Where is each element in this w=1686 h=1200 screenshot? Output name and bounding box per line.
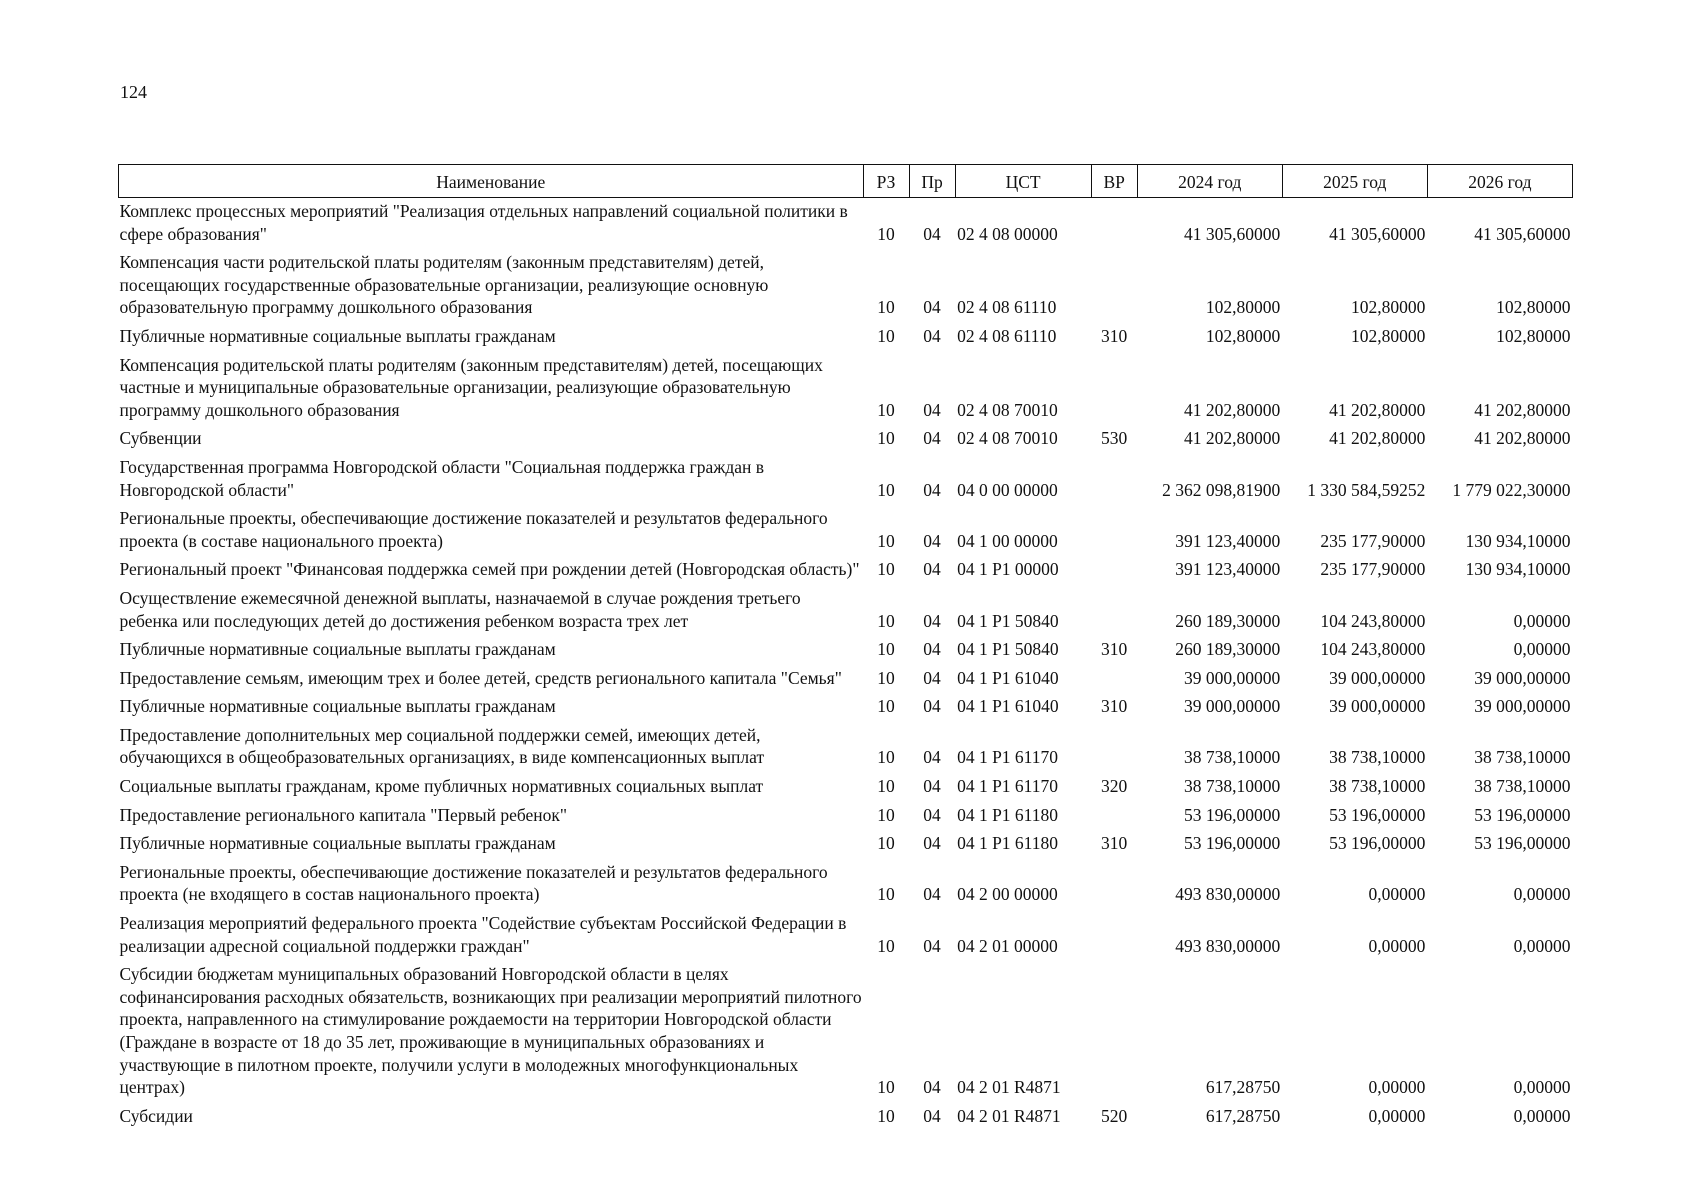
cell-2024: 41 305,60000 — [1184, 223, 1281, 244]
cell-2025: 104 243,80000 — [1320, 610, 1426, 631]
cell-rz: 10 — [877, 804, 895, 825]
cell-cst: 02 4 08 70010 — [957, 399, 1058, 420]
cell-2025: 41 305,60000 — [1329, 223, 1426, 244]
cell-2024: 493 830,00000 — [1175, 884, 1281, 905]
table-row — [119, 354, 1573, 428]
cell-2026: 130 934,10000 — [1465, 530, 1571, 551]
cell-pr: 04 — [923, 1077, 941, 1098]
cell-cst: 04 1 P1 61040 — [957, 667, 1059, 688]
cell-2025: 235 177,90000 — [1320, 559, 1426, 580]
cell-2025: 38 738,10000 — [1329, 776, 1426, 797]
cell-2024: 391 123,40000 — [1175, 530, 1281, 551]
cell-name: Публичные нормативные социальные выплаты гражданам — [119, 639, 556, 660]
cell-cst: 04 2 01 R4871 — [957, 1105, 1061, 1126]
cell-pr: 04 — [923, 610, 941, 631]
cell-cst: 04 1 P1 61180 — [957, 833, 1059, 854]
cell-2024: 41 202,80000 — [1184, 428, 1281, 449]
cell-name: Предоставление регионального капитала "Первый ребенок" — [119, 804, 568, 825]
table-row — [119, 724, 1573, 775]
cell-2026: 0,00000 — [1513, 610, 1571, 631]
cell-name: Социальные выплаты гражданам, кроме публичных нормативных социальных выплат — [119, 776, 764, 797]
table-row — [119, 1105, 1573, 1134]
cell-2025: 39 000,00000 — [1329, 667, 1426, 688]
cell-name: Предоставление семьям, имеющим трех и более детей, средств регионального капитала "Семья" — [119, 667, 842, 688]
cell-2025: 235 177,90000 — [1320, 530, 1426, 551]
cell-rz: 10 — [877, 639, 895, 660]
cell-name: Публичные нормативные социальные выплаты гражданам — [119, 696, 556, 717]
cell-2025: 0,00000 — [1368, 935, 1426, 956]
cell-pr: 04 — [923, 747, 941, 768]
cell-pr: 04 — [923, 935, 941, 956]
page-number: 124 — [120, 82, 147, 102]
cell-name: Субсидии бюджетам муниципальных образований Новгородской области в целях софинансирования расходных обязательств, возникающих при реализации мероприятий пилотного проекта, направленного на стимулирование рождаемости на территории Новгородской области (Граждане в возрасте от 18 до 35 лет, проживающие в муниципальных образованиях и участвующие в пилотном проекте, получили услуги в молодежных многофункциональных центрах) — [119, 964, 862, 1098]
cell-2026: 41 202,80000 — [1474, 428, 1571, 449]
header-vr: ВР — [1091, 165, 1137, 198]
cell-vr — [1091, 251, 1137, 325]
cell-pr: 04 — [923, 696, 941, 717]
cell-pr: 04 — [923, 804, 941, 825]
table-row — [119, 695, 1573, 724]
cell-vr — [1091, 667, 1137, 696]
cell-cst: 04 2 01 00000 — [957, 935, 1058, 956]
table-row — [119, 507, 1573, 558]
cell-2026: 0,00000 — [1513, 1105, 1571, 1126]
cell-pr: 04 — [923, 399, 941, 420]
cell-2024: 260 189,30000 — [1175, 639, 1281, 660]
cell-cst: 02 4 08 70010 — [957, 428, 1058, 449]
cell-2026: 38 738,10000 — [1474, 747, 1571, 768]
cell-name: Региональные проекты, обеспечивающие достижение показателей и результатов федерального проекта (не входящего в состав национального проекта) — [119, 861, 828, 905]
cell-pr: 04 — [923, 297, 941, 318]
cell-cst: 04 1 P1 61170 — [957, 747, 1059, 768]
cell-2024: 39 000,00000 — [1184, 696, 1281, 717]
cell-2026: 53 196,00000 — [1474, 833, 1571, 854]
cell-cst: 04 1 P1 61170 — [957, 776, 1059, 797]
cell-name: Компенсация родительской платы родителям (законным представителям) детей, посещающих частные и муниципальные образовательные организации, реализующие образовательную программу дошкольного образования — [119, 354, 823, 420]
cell-2026: 102,80000 — [1496, 325, 1571, 346]
table-row — [119, 198, 1573, 252]
cell-cst: 04 1 P1 61180 — [957, 804, 1059, 825]
table-row — [119, 804, 1573, 833]
cell-2026: 39 000,00000 — [1474, 667, 1571, 688]
cell-2024: 102,80000 — [1205, 297, 1281, 318]
header-2026: 2026 год — [1427, 165, 1572, 198]
table-row — [119, 861, 1573, 912]
cell-name: Региональные проекты, обеспечивающие достижение показателей и результатов федерального проекта (в составе национального проекта) — [119, 508, 828, 551]
cell-2024: 2 362 098,81900 — [1162, 479, 1281, 500]
cell-pr: 04 — [923, 479, 941, 500]
cell-vr — [1091, 861, 1137, 912]
cell-2024: 617,28750 — [1205, 1105, 1281, 1126]
cell-pr: 04 — [923, 884, 941, 905]
table-row — [119, 667, 1573, 696]
cell-vr — [1091, 804, 1137, 833]
cell-rz: 10 — [877, 1077, 895, 1098]
cell-2025: 104 243,80000 — [1320, 639, 1426, 660]
cell-pr: 04 — [923, 776, 941, 797]
cell-2024: 53 196,00000 — [1184, 804, 1281, 825]
cell-rz: 10 — [877, 479, 895, 500]
cell-2024: 41 202,80000 — [1184, 399, 1281, 420]
cell-vr — [1091, 354, 1137, 428]
cell-vr: 310 — [1101, 325, 1128, 346]
cell-2024: 391 123,40000 — [1175, 559, 1281, 580]
cell-2024: 38 738,10000 — [1184, 776, 1281, 797]
cell-2024: 493 830,00000 — [1175, 935, 1281, 956]
cell-pr: 04 — [923, 1105, 941, 1126]
table-header — [119, 165, 1573, 198]
cell-vr: 530 — [1101, 428, 1128, 449]
cell-pr: 04 — [923, 559, 941, 580]
cell-vr — [1091, 507, 1137, 558]
table-row — [119, 427, 1573, 456]
cell-rz: 10 — [877, 399, 895, 420]
cell-rz: 10 — [877, 297, 895, 318]
cell-2025: 1 330 584,59252 — [1307, 479, 1426, 500]
header-name: Наименование — [119, 165, 864, 198]
cell-2024: 39 000,00000 — [1184, 667, 1281, 688]
cell-rz: 10 — [877, 776, 895, 797]
cell-2024: 617,28750 — [1205, 1077, 1281, 1098]
cell-pr: 04 — [923, 325, 941, 346]
cell-vr — [1091, 456, 1137, 507]
table-row — [119, 638, 1573, 667]
cell-rz: 10 — [877, 935, 895, 956]
cell-rz: 10 — [877, 747, 895, 768]
cell-vr — [1091, 963, 1137, 1105]
cell-name: Предоставление дополнительных мер социальной поддержки семей, имеющих детей, обучающихся в общеобразовательных организациях, в виде компенсационных выплат — [119, 724, 765, 768]
cell-name: Субвенции — [119, 428, 202, 449]
cell-rz: 10 — [877, 325, 895, 346]
cell-rz: 10 — [877, 428, 895, 449]
cell-2025: 0,00000 — [1368, 1077, 1426, 1098]
cell-pr: 04 — [923, 667, 941, 688]
table-row — [119, 325, 1573, 354]
cell-rz: 10 — [877, 610, 895, 631]
cell-rz: 10 — [877, 559, 895, 580]
cell-2026: 0,00000 — [1513, 639, 1571, 660]
cell-pr: 04 — [923, 223, 941, 244]
cell-vr — [1091, 587, 1137, 638]
cell-cst: 02 4 08 00000 — [957, 223, 1058, 244]
cell-name: Реализация мероприятий федерального проекта "Содействие субъектам Российской Федерации в реализации адресной социальной поддержки граждан" — [119, 913, 847, 956]
cell-2024: 53 196,00000 — [1184, 833, 1281, 854]
cell-rz: 10 — [877, 884, 895, 905]
cell-2025: 102,80000 — [1350, 325, 1426, 346]
cell-rz: 10 — [877, 1105, 895, 1126]
cell-vr: 320 — [1101, 776, 1128, 797]
cell-2025: 0,00000 — [1368, 884, 1426, 905]
cell-pr: 04 — [923, 428, 941, 449]
cell-rz: 10 — [877, 530, 895, 551]
table-row — [119, 832, 1573, 861]
table-row — [119, 963, 1573, 1105]
cell-rz: 10 — [877, 223, 895, 244]
cell-name: Региональный проект "Финансовая поддержка семей при рождении детей (Новгородская область)" — [119, 559, 860, 580]
cell-cst: 04 1 P1 50840 — [957, 610, 1059, 631]
cell-vr: 520 — [1101, 1105, 1128, 1126]
cell-2026: 0,00000 — [1513, 1077, 1571, 1098]
cell-2026: 102,80000 — [1496, 297, 1571, 318]
table-row — [119, 775, 1573, 804]
cell-vr — [1091, 558, 1137, 587]
cell-2025: 53 196,00000 — [1329, 804, 1426, 825]
cell-vr: 310 — [1101, 639, 1128, 660]
cell-vr: 310 — [1101, 833, 1128, 854]
cell-2026: 0,00000 — [1513, 884, 1571, 905]
cell-name: Публичные нормативные социальные выплаты гражданам — [119, 325, 556, 346]
cell-cst: 02 4 08 61110 — [957, 325, 1057, 346]
table-body — [119, 198, 1573, 1134]
cell-pr: 04 — [923, 530, 941, 551]
cell-2025: 41 202,80000 — [1329, 399, 1426, 420]
cell-2024: 102,80000 — [1205, 325, 1281, 346]
cell-2026: 39 000,00000 — [1474, 696, 1571, 717]
cell-cst: 04 2 00 00000 — [957, 884, 1058, 905]
header-cst: ЦСТ — [955, 165, 1091, 198]
header-2024: 2024 год — [1137, 165, 1282, 198]
cell-2025: 102,80000 — [1350, 297, 1426, 318]
table-row — [119, 456, 1573, 507]
cell-name: Государственная программа Новгородской области "Социальная поддержка граждан в Новгородской области" — [119, 456, 765, 500]
table-row — [119, 251, 1573, 325]
cell-2025: 41 202,80000 — [1329, 428, 1426, 449]
cell-rz: 10 — [877, 667, 895, 688]
cell-2026: 41 202,80000 — [1474, 399, 1571, 420]
cell-2024: 260 189,30000 — [1175, 610, 1281, 631]
cell-2026: 130 934,10000 — [1465, 559, 1571, 580]
table-row — [119, 587, 1573, 638]
cell-cst: 04 1 P1 50840 — [957, 639, 1059, 660]
header-rz: РЗ — [863, 165, 909, 198]
cell-name: Компенсация части родительской платы родителям (законным представителям) детей, посещающих государственные образовательные организации, реализующие основную образовательную программу дошкольного образования — [119, 252, 769, 318]
cell-2026: 0,00000 — [1513, 935, 1571, 956]
cell-name: Публичные нормативные социальные выплаты гражданам — [119, 833, 556, 854]
cell-name: Комплекс процессных мероприятий "Реализация отдельных направлений социальной политики в сфере образования" — [119, 201, 848, 244]
cell-cst: 04 1 P1 61040 — [957, 696, 1059, 717]
cell-2025: 53 196,00000 — [1329, 833, 1426, 854]
cell-rz: 10 — [877, 833, 895, 854]
cell-2026: 1 779 022,30000 — [1452, 479, 1571, 500]
cell-pr: 04 — [923, 639, 941, 660]
cell-2026: 53 196,00000 — [1474, 804, 1571, 825]
cell-2025: 39 000,00000 — [1329, 696, 1426, 717]
cell-name: Субсидии — [119, 1105, 193, 1126]
cell-2026: 41 305,60000 — [1474, 223, 1571, 244]
cell-2025: 0,00000 — [1368, 1105, 1426, 1126]
cell-cst: 04 0 00 00000 — [957, 479, 1058, 500]
cell-cst: 04 1 00 00000 — [957, 530, 1058, 551]
cell-2024: 38 738,10000 — [1184, 747, 1281, 768]
cell-cst: 04 2 01 R4871 — [957, 1077, 1061, 1098]
cell-vr — [1091, 198, 1137, 252]
cell-vr — [1091, 912, 1137, 963]
header-pr: Пр — [909, 165, 955, 198]
cell-2025: 38 738,10000 — [1329, 747, 1426, 768]
table-row — [119, 912, 1573, 963]
table-row — [119, 558, 1573, 587]
cell-vr: 310 — [1101, 696, 1128, 717]
cell-2026: 38 738,10000 — [1474, 776, 1571, 797]
budget-table — [118, 164, 1573, 1133]
cell-vr — [1091, 724, 1137, 775]
cell-name: Осуществление ежемесячной денежной выплаты, назначаемой в случае рождения третьего ребенка или последующих детей до достижения ребенком возраста трех лет — [119, 587, 801, 631]
cell-pr: 04 — [923, 833, 941, 854]
cell-cst: 04 1 P1 00000 — [957, 559, 1059, 580]
header-2025: 2025 год — [1282, 165, 1427, 198]
cell-cst: 02 4 08 61110 — [957, 297, 1057, 318]
cell-rz: 10 — [877, 696, 895, 717]
